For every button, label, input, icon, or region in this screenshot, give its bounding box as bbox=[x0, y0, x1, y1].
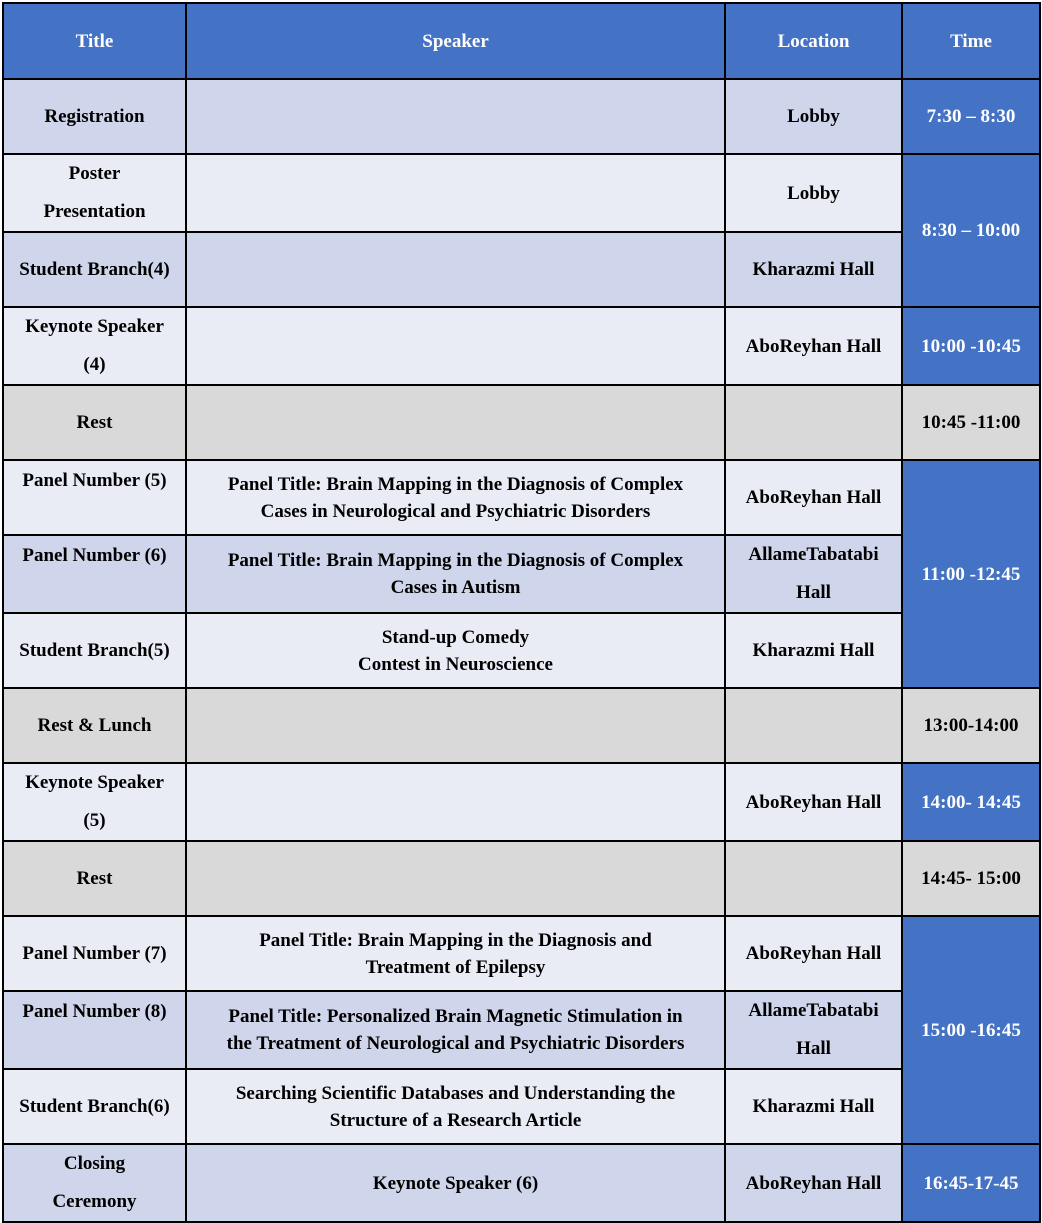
table-row bbox=[3, 460, 1040, 535]
speaker-cell bbox=[186, 688, 725, 763]
location-cell: Lobby bbox=[725, 79, 902, 154]
table-row bbox=[3, 154, 1040, 232]
table-row bbox=[3, 613, 1040, 688]
speaker-cell bbox=[186, 79, 725, 154]
time-cell: 15:00 -16:45 bbox=[902, 916, 1040, 1144]
title-cell: Student Branch(4) bbox=[3, 232, 186, 307]
table-row bbox=[3, 1144, 1040, 1222]
speaker-cell: Keynote Speaker (6) bbox=[186, 1144, 725, 1222]
title-cell: Closing Ceremony bbox=[3, 1144, 186, 1222]
table-row bbox=[3, 763, 1040, 841]
location-cell: AboReyhan Hall bbox=[725, 763, 902, 841]
location-cell: AboReyhan Hall bbox=[725, 916, 902, 991]
location-cell: AllameTabatabi Hall bbox=[725, 991, 902, 1069]
time-cell: 11:00 -12:45 bbox=[902, 460, 1040, 688]
location-cell: AboReyhan Hall bbox=[725, 1144, 902, 1222]
table-row bbox=[3, 232, 1040, 307]
speaker-cell: Panel Title: Brain Mapping in the Diagnosis of Complex Cases in Autism bbox=[186, 535, 725, 613]
time-cell: 16:45-17-45 bbox=[902, 1144, 1040, 1222]
time-cell: 14:45- 15:00 bbox=[902, 841, 1040, 916]
schedule-table bbox=[2, 2, 1041, 1223]
location-cell: Lobby bbox=[725, 154, 902, 232]
location-cell: Kharazmi Hall bbox=[725, 232, 902, 307]
speaker-cell bbox=[186, 763, 725, 841]
location-cell: Kharazmi Hall bbox=[725, 1069, 902, 1144]
location-cell bbox=[725, 688, 902, 763]
speaker-cell: Panel Title: Brain Mapping in the Diagnosis of Complex Cases in Neurological and Psychiatric Disorders bbox=[186, 460, 725, 535]
table-row bbox=[3, 688, 1040, 763]
speaker-cell bbox=[186, 154, 725, 232]
speaker-cell: Searching Scientific Databases and Understanding the Structure of a Research Article bbox=[186, 1069, 725, 1144]
table-row bbox=[3, 841, 1040, 916]
table-row bbox=[3, 1069, 1040, 1144]
title-cell: Rest bbox=[3, 385, 186, 460]
speaker-cell bbox=[186, 307, 725, 385]
header-speaker: Speaker bbox=[186, 3, 725, 79]
speaker-cell: Stand-up Comedy Contest in Neuroscience bbox=[186, 613, 725, 688]
title-cell: Panel Number (6) bbox=[3, 535, 186, 613]
header-row bbox=[3, 3, 1040, 79]
location-cell: Kharazmi Hall bbox=[725, 613, 902, 688]
header-title: Title bbox=[3, 3, 186, 79]
speaker-cell bbox=[186, 385, 725, 460]
title-cell: Keynote Speaker (4) bbox=[3, 307, 186, 385]
speaker-cell bbox=[186, 841, 725, 916]
time-cell: 8:30 – 10:00 bbox=[902, 154, 1040, 307]
title-cell: Rest bbox=[3, 841, 186, 916]
title-cell: Registration bbox=[3, 79, 186, 154]
header-time: Time bbox=[902, 3, 1040, 79]
table-row bbox=[3, 385, 1040, 460]
location-cell: AboReyhan Hall bbox=[725, 460, 902, 535]
location-cell: AllameTabatabi Hall bbox=[725, 535, 902, 613]
title-cell: Student Branch(5) bbox=[3, 613, 186, 688]
header-location: Location bbox=[725, 3, 902, 79]
location-cell bbox=[725, 385, 902, 460]
time-cell: 10:45 -11:00 bbox=[902, 385, 1040, 460]
time-cell: 13:00-14:00 bbox=[902, 688, 1040, 763]
title-cell: Keynote Speaker (5) bbox=[3, 763, 186, 841]
table-row bbox=[3, 535, 1040, 613]
title-cell: Panel Number (5) bbox=[3, 460, 186, 535]
table-row bbox=[3, 79, 1040, 154]
speaker-cell: Panel Title: Personalized Brain Magnetic Stimulation in the Treatment of Neurological and Psychiatric Disorders bbox=[186, 991, 725, 1069]
title-cell: Student Branch(6) bbox=[3, 1069, 186, 1144]
title-cell: Rest & Lunch bbox=[3, 688, 186, 763]
time-cell: 14:00- 14:45 bbox=[902, 763, 1040, 841]
title-cell: Panel Number (8) bbox=[3, 991, 186, 1069]
time-cell: 7:30 – 8:30 bbox=[902, 79, 1040, 154]
speaker-cell: Panel Title: Brain Mapping in the Diagnosis and Treatment of Epilepsy bbox=[186, 916, 725, 991]
table-row bbox=[3, 991, 1040, 1069]
time-cell: 10:00 -10:45 bbox=[902, 307, 1040, 385]
title-cell: Panel Number (7) bbox=[3, 916, 186, 991]
location-cell bbox=[725, 841, 902, 916]
speaker-cell bbox=[186, 232, 725, 307]
title-cell: Poster Presentation bbox=[3, 154, 186, 232]
location-cell: AboReyhan Hall bbox=[725, 307, 902, 385]
table-row bbox=[3, 307, 1040, 385]
table-row bbox=[3, 916, 1040, 991]
